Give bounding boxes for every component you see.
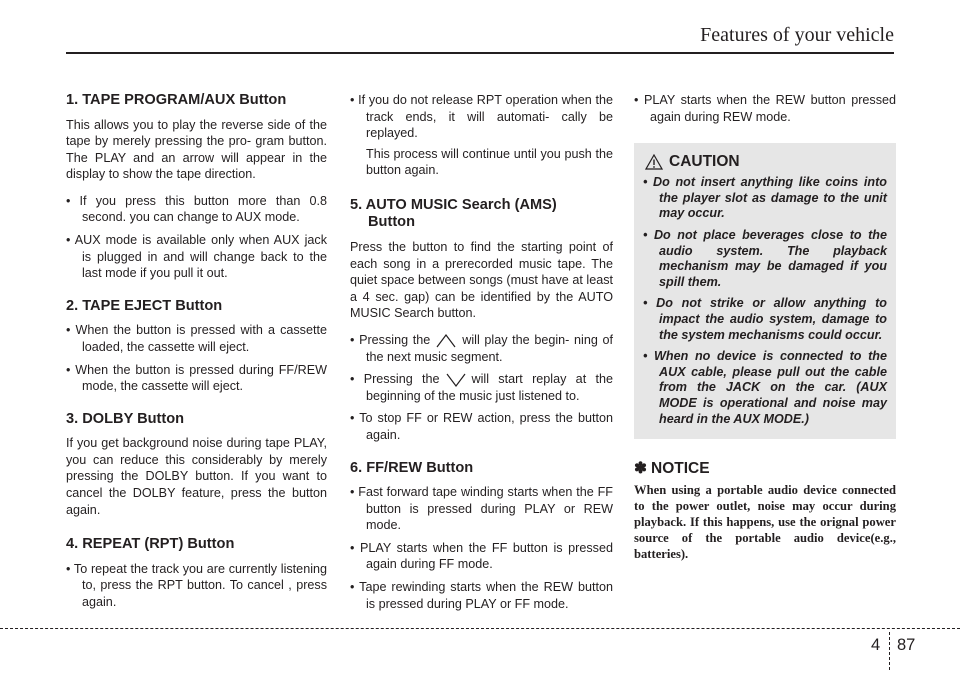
caution-box [634,143,896,439]
notice-text: When using a portable audio device connected to the power outlet, noise may occur during playback. If this happens, use the orignal power source of the portable audio device(e.g., batteries). [634,483,896,562]
caution-title [645,153,887,171]
list-item: • To repeat the track you are currently listening to, press the RPT button. To cancel , press again. [66,561,327,609]
column-2 [350,92,613,618]
ams-bullet-2-post: will start replay at the beginning of the music just listened to. [366,372,613,403]
list-item: • AUX mode is available only when AUX jack is plugged in and will change back to the last mode if you pull it out. [66,233,327,281]
footer-divider [0,628,960,629]
column-1 [66,92,327,616]
list-item: • When the button is pressed with a cassette loaded, the cassette will eject. [66,323,327,354]
ff-rew-cont-bullets [634,92,896,125]
list-item [350,371,613,404]
page-number: 87 [897,636,916,654]
ams-bullet-1-pre: • Pressing the [350,332,431,347]
heading-ff-rew: 6. FF/REW Button [350,459,474,476]
down-arrow-icon [446,373,466,387]
list-item: • If you press this button more than 0.8 second. you can change to AUX mode. [66,193,327,225]
column-3 [634,92,896,562]
heading-dolby: 3. DOLBY Button [66,410,185,427]
header-divider [66,52,894,54]
heading-ams-line2: Button [368,214,416,231]
list-item: • Do not place beverages close to the audio system. The playback mechanism may be damaged if you spill them. [643,227,887,289]
notice-title [634,459,896,478]
tape-program-text: This allows you to play the reverse side of the tape by merely pressing the pro- gram button. The PLAY and an arrow will appear in the display to show the tape direction. [66,117,327,182]
ams-bullet-2-pre: • Pressing the [350,372,440,387]
heading-ams [350,197,613,232]
repeat-bullets [66,561,327,611]
heading-ams-line1: 5. AUTO MUSIC Search (AMS) [350,196,557,213]
section-number: 4 [871,636,881,654]
list-item: • Tape rewinding starts when the REW button is pressed during PLAY or FF mode. [350,579,613,611]
ams-bullet-1-post: will play the begin- ning of the next music segment. [366,332,613,364]
tape-program-bullets [66,193,327,282]
heading-tape-program: 1. TAPE PROGRAM/AUX Button [66,92,287,108]
list-item: • If you do not release RPT operation when the track ends, it will automati- cally be replayed. [350,93,613,141]
notice-label: NOTICE [651,459,710,477]
list-item: • Do not strike or allow anything to impact the audio system, damage to the system mechanisms could occur. [643,296,887,342]
tape-eject-bullets [66,322,327,394]
caution-label: CAUTION [669,153,740,171]
list-item: • Fast forward tape winding starts when the FF button is pressed during PLAY or REW mode. [350,485,613,533]
list-item: • When no device is connected to the AUX cable, please pull out the cable from the JACK on the car. (AUX MODE is operational and noise may heard in the AUX MODE.) [643,349,887,426]
heading-tape-eject: 2. TAPE EJECT Button [66,297,223,314]
caution-list [643,175,887,427]
list-item: • Do not insert anything like coins into the player slot as damage to the unit may occur. [643,175,887,221]
page-number-divider [889,632,890,670]
warning-icon [645,154,663,170]
notice-icon: ✽ [634,460,647,478]
ams-text: Press the button to find the starting point of each song in a prerecorded music tape. The quiet space between songs (must have at least a 4 sec. gap) can be identified by the AUTO MUSIC Search button. [350,239,613,321]
list-item: • PLAY starts when the REW button pressed again during REW mode. [634,93,896,124]
list-item [350,332,613,365]
up-arrow-icon [436,334,456,348]
ams-bullets [350,332,613,444]
list-item: • When the button is pressed during FF/REW mode, the cassette will eject. [66,362,327,394]
repeat-cont-bullets [350,92,613,142]
heading-repeat: 4. REPEAT (RPT) Button [66,536,235,553]
repeat-cont-text: This process will continue until you push the button again. [366,146,613,178]
ff-rew-bullets [350,484,613,612]
list-item: • To stop FF or REW action, press the button again. [350,411,613,442]
list-item: • PLAY starts when the FF button is pressed again during FF mode. [350,540,613,572]
running-header: Features of your vehicle [700,24,894,46]
dolby-text: If you get background noise during tape PLAY, you can reduce this considerably by merely pressing the DOLBY button. If you want to cancel the DOLBY feature, press the button again. [66,436,327,517]
